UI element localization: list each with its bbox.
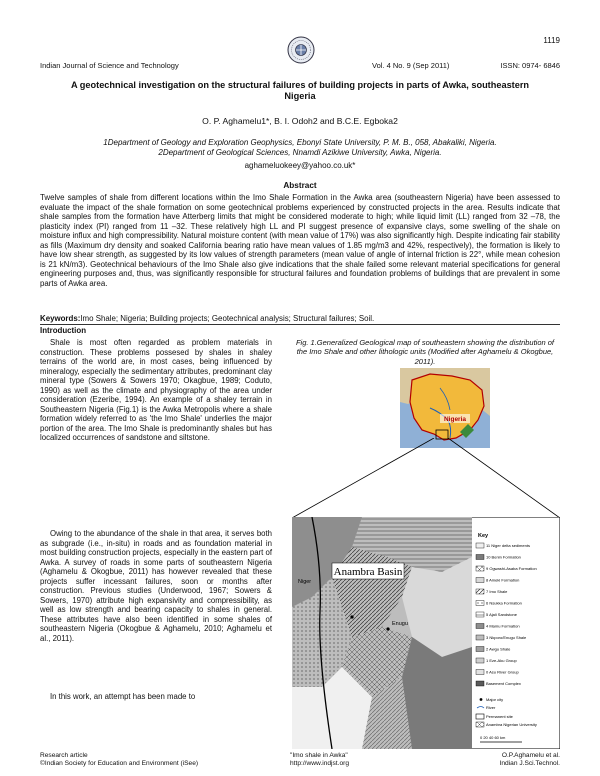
footer-running-title: "Imo shale in Awka" bbox=[290, 752, 348, 759]
footer-right bbox=[500, 752, 560, 768]
nigeria-inset-map bbox=[400, 368, 490, 448]
legend-label: 0 Asu River Group bbox=[486, 669, 519, 675]
legend-label: 4 Mamu Formation bbox=[486, 623, 520, 629]
keywords-label: Keywords: bbox=[40, 314, 81, 323]
affiliation-2: 2Department of Geological Sciences, Nnamdi Azikiwe University, Awka, Nigeria. bbox=[158, 148, 442, 157]
intro-paragraph-1: Shale is most often regarded as problem materials in construction. These problems possesed by shales in shaley terrains of the world are, in most cases, being influenced by mineralogy, especially the sedimentary attributes, predominant clay mineral type (Sowers & Sowers 1970; Okagbue, 1989; Coduto, 1990) as well as the climate and physiography of the area under consideration (Ezeribe, 1994). An example of a shaley terrain in Southeastern Nigeria (Fig.1) is the Awka Metropolis where a shale formation widely referred to as 'the Imo Shale' underlies the major portion of the area. The Imo Shale is predominantly shales but has localized occurrences of sandstone and siltstone. bbox=[40, 338, 272, 443]
journal-name: Indian Journal of Science and Technology bbox=[40, 61, 179, 70]
legend-label: 9 Ogwashi-Asaba Formation bbox=[486, 566, 537, 572]
legend-swatch bbox=[476, 647, 484, 652]
legend-swatch bbox=[476, 612, 484, 617]
geological-map bbox=[292, 517, 560, 749]
article-title: A geotechnical investigation on the structural failures of building projects in parts of Awka, southeastern Nigeria bbox=[70, 80, 530, 101]
legend-area: Anambra Nigerian University bbox=[486, 722, 537, 727]
map-scale: 0 20 40 60 km bbox=[480, 735, 506, 740]
legend-key-title: Key bbox=[478, 533, 489, 539]
volume-issue: Vol. 4 No. 9 (Sep 2011) bbox=[372, 61, 450, 70]
footer-authors: O.P.Aghamelu et al. bbox=[501, 752, 560, 759]
legend-label: 10 Benin Formation bbox=[486, 554, 521, 560]
legend-swatch bbox=[476, 566, 484, 571]
intro-paragraph-2: Owing to the abundance of the shale in that area, it serves both as subgrade (i.e., in-situ) in roads and as foundation material in most building construction projects, especially in the eastern part of Awka. A survey of roads in some parts of southeastern Nigeria (Aghamelu & Okogbue, 2011) has however revealed that these projects suffer incessant failures, soon or months after construction. Previous studies (Underwood, 1967; Sowers & Sowers, 1970) attribute high expansivity and compressibility, as well as low strength and bearing capacity to shales in general. These attributes have also been identified in some shales of southeastern Nigeria (Okogbue & Aghamelu, 2010; Aghamelu et al., 2011). bbox=[40, 529, 272, 644]
legend-label: 11 Niger delta sediments bbox=[486, 543, 530, 549]
enugu-label: Enugu bbox=[392, 621, 408, 627]
page-number: 1119 bbox=[543, 36, 560, 45]
author-email: aghameluokeey@yahoo.co.uk* bbox=[244, 161, 356, 170]
anambra-basin-label: Anambra Basin bbox=[333, 566, 403, 578]
zoom-lines bbox=[292, 438, 560, 520]
legend-swatch bbox=[476, 543, 484, 548]
legend-label: 7 Imo Shale bbox=[486, 589, 508, 595]
authors: O. P. Aghamelu1*, B. I. Odoh2 and B.C.E. Egboka2 bbox=[202, 116, 398, 126]
legend-label: Basement Complex bbox=[486, 681, 521, 687]
footer-url: http://www.indjst.org bbox=[290, 760, 350, 767]
legend-swatch bbox=[476, 601, 484, 606]
section-divider bbox=[40, 324, 560, 325]
legend-label: 3 Nkporo/Enugu Shale bbox=[486, 635, 527, 641]
legend-label: 6 Nsukka Formation bbox=[486, 600, 522, 606]
abstract-text: Twelve samples of shale from different locations within the Imo Shale Formation in the Awka area (southeastern Nigeria) have been assessed to evaluate the impact of the shale formation on some geotechnical problems experienced by constructed projects in the area. Results indicate that shale samples from the formation have Atterberg limits that might be considered moderate to high; while liquid limit (LL) ranged from 32 –78, the plasticity index (PI) ranged from 11 –32. These relatively high LL and PI suggest presence of expansive clays, some swelling of the shale on moisture influx and high compressibility. Natural moisture content (with mean value of 17%) was also significantly high. Despite indicating fair stability as fills (Maximum dry density and soaked California bearing ratio have mean values of 1.85 mg/m3 and 42%, respectively), the formation is likely to have low shear strength, as suggested by its low values of strength parameters (mean value of angle of internal friction is 22°, while mean cohesion is 21 kN/m3). Geotechnical behaviours of the Imo Shale also give indications that the shale failed some relevant material specifications for general engineering purposes and, thus, was significantly responsible for structural failures and foundation problems of buildings that are prevalent in some parts of Awka area. bbox=[40, 193, 560, 288]
footer-left bbox=[40, 752, 198, 768]
footer-publisher: ©Indian Society for Education and Environment (iSee) bbox=[40, 760, 199, 767]
keywords-list: Imo Shale; Nigeria; Building projects; Geotechnical analysis; Structural failures; Soil. bbox=[80, 314, 375, 323]
footer-article-type: Research article bbox=[40, 752, 88, 759]
legend-swatch bbox=[476, 681, 484, 686]
legend-label: 5 Ajali Sandstone bbox=[486, 612, 517, 618]
keywords bbox=[40, 314, 560, 323]
legend-boundary: Permanent site bbox=[486, 714, 513, 719]
legend-label: 1 Eze-Aku Group bbox=[486, 658, 517, 664]
legend-river: River bbox=[486, 705, 496, 710]
intro-heading: Introduction bbox=[40, 326, 87, 335]
affiliation-1: 1Department of Geology and Exploration Geophysics, Ebonyi State University, P. M. B., 058, Abakaliki, Nigeria. bbox=[103, 138, 497, 147]
legend-swatch bbox=[476, 589, 484, 594]
niger-river-label: Niger bbox=[298, 579, 312, 585]
legend-swatch bbox=[476, 578, 484, 583]
legend-swatch bbox=[476, 670, 484, 675]
legend-label: 2 Awgu Shale bbox=[486, 646, 511, 652]
legend-town: Major city bbox=[486, 697, 504, 702]
intro-paragraph-3: In this work, an attempt has been made to bbox=[50, 692, 196, 701]
legend-swatch bbox=[476, 555, 484, 560]
legend-swatch bbox=[476, 658, 484, 663]
abstract-heading: Abstract bbox=[283, 181, 317, 190]
legend-label: 8 Ameki Formation bbox=[486, 577, 520, 583]
figure-caption: Fig. 1.Generalized Geological map of southeastern showing the distribution of the Imo Shale and other lithologic units (Modified after Aghamelu & Okogbue, 2011). bbox=[295, 338, 555, 366]
affiliations bbox=[40, 138, 560, 158]
journal-logo bbox=[287, 36, 315, 64]
issn: ISSN: 0974- 6846 bbox=[500, 61, 560, 70]
footer-center bbox=[290, 752, 349, 768]
footer-journal-abbrev: Indian J.Sci.Technol. bbox=[499, 760, 560, 767]
legend-swatch bbox=[476, 635, 484, 640]
legend-swatch bbox=[476, 624, 484, 629]
inset-country-label: Nigeria bbox=[443, 416, 467, 423]
